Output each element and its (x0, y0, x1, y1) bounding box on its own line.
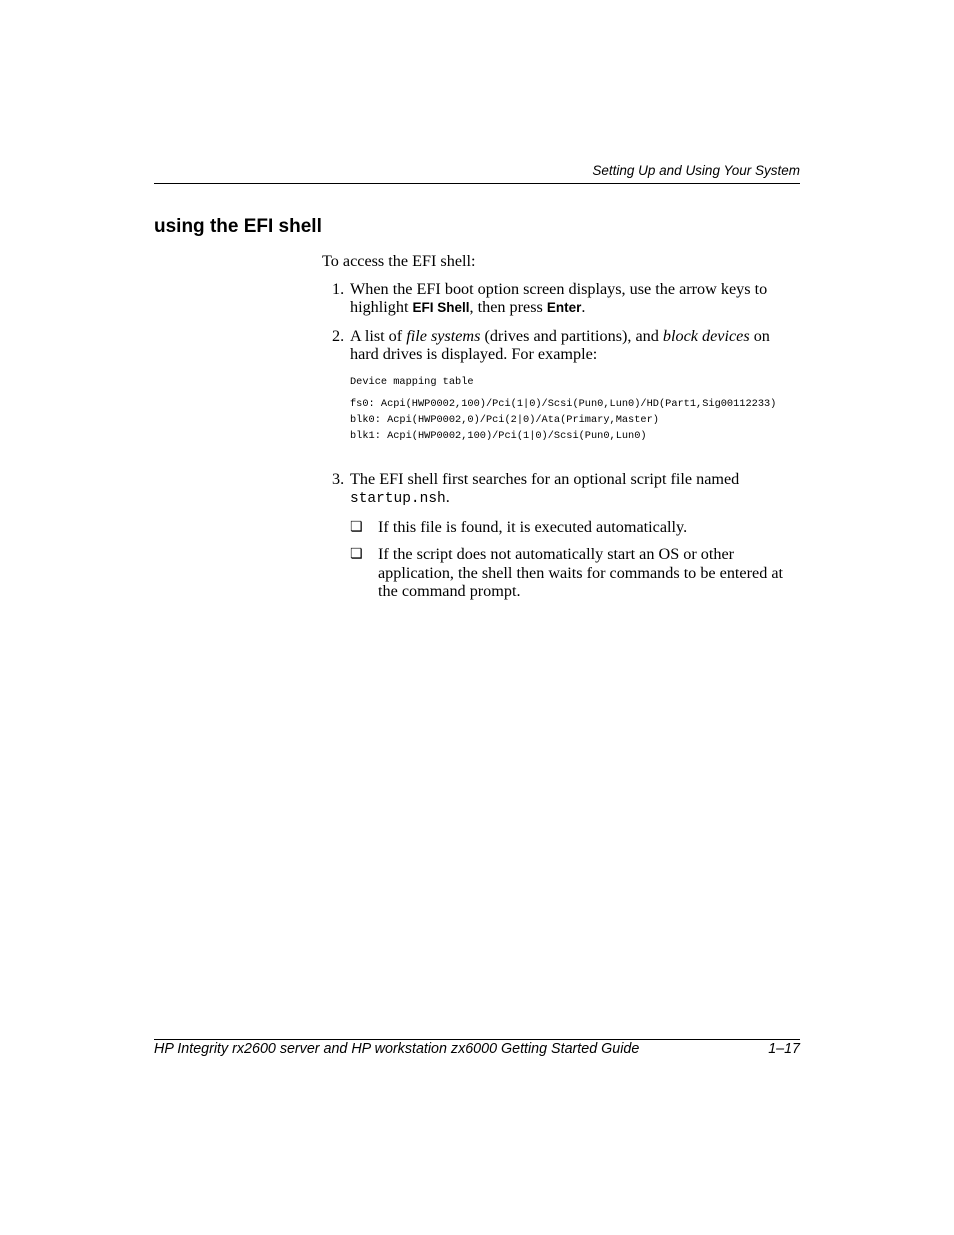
step-text: . (445, 488, 450, 506)
emphasis-file-systems: file systems (406, 326, 481, 345)
footer-title: HP Integrity rx2600 server and HP workstation zx6000 Getting Started Guide (154, 1041, 640, 1057)
bullet-item (350, 518, 800, 537)
bullet-item (350, 545, 800, 601)
emphasis-block-devices: block devices (662, 326, 750, 345)
step-text: on hard drives is displayed. For example: (350, 326, 770, 363)
bullet-text: If the script does not automatically start an OS or other application, the shell then waits for commands to be entered at the command prompt. (378, 545, 784, 600)
section-title: using the EFI shell (154, 216, 322, 237)
footer-rule (154, 1039, 800, 1040)
ui-term-enter: Enter (546, 300, 582, 315)
checkbox-bullet-icon: ❏ (350, 518, 363, 535)
step-number: 2. (332, 326, 345, 345)
bullet-text: If this file is found, it is executed automatically. (378, 517, 688, 536)
ui-term-efi-shell: EFI Shell (412, 300, 470, 315)
step-2 (322, 327, 800, 444)
step-text: A list of (350, 326, 407, 345)
code-line: fs0: Acpi(HWP0002,100)/Pci(1|0)/Scsi(Pun0,Lun0)/HD(Part1,Sig00112233) (350, 397, 777, 410)
step-number: 3. (332, 469, 345, 488)
step-text: , then press (469, 298, 547, 316)
step-number: 1. (332, 279, 345, 298)
code-example (350, 374, 800, 444)
body-text (322, 252, 800, 610)
code-line: blk0: Acpi(HWP0002,0)/Pci(2|0)/Ata(Primary,Master) (350, 413, 659, 426)
running-header: Setting Up and Using Your System (592, 163, 800, 178)
checkbox-bullet-icon: ❏ (350, 546, 363, 562)
intro-paragraph: To access the EFI shell: (322, 252, 476, 270)
step-text: When the EFI boot option screen displays, use the arrow keys to highlight (350, 279, 768, 316)
step-text: (drives and partitions), and (480, 326, 663, 345)
step-3 (322, 470, 800, 601)
step-text: . (581, 298, 586, 316)
step-text: The EFI shell first searches for an optional script file named (350, 469, 740, 488)
filename-startup: startup.nsh (350, 491, 446, 507)
header-rule (154, 183, 800, 184)
page-number: 1–17 (768, 1041, 800, 1057)
code-heading: Device mapping table (350, 375, 474, 388)
code-line: blk1: Acpi(HWP0002,100)/Pci(1|0)/Scsi(Pun0,Lun0) (350, 429, 647, 442)
step-1 (322, 280, 800, 318)
